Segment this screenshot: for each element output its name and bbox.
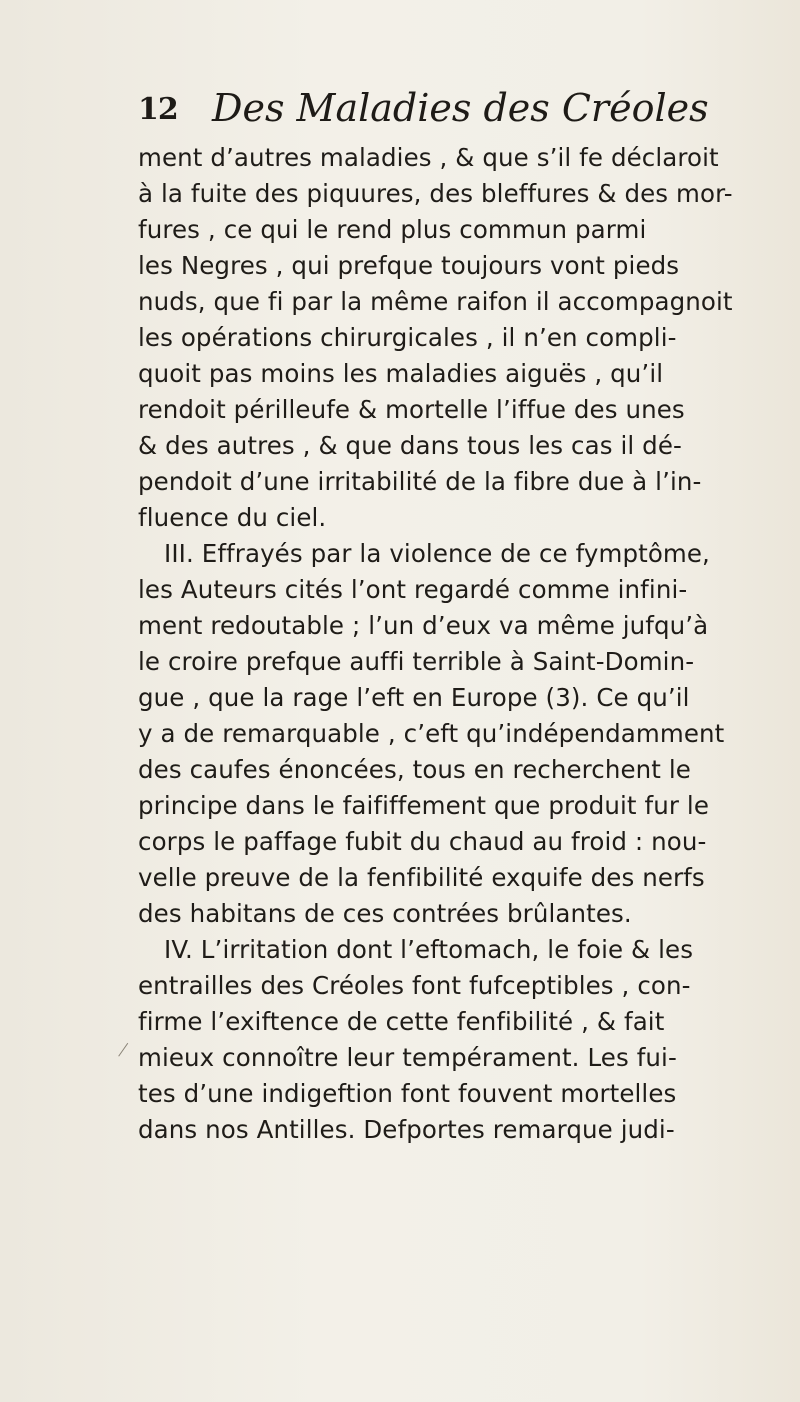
running-title: Des Maladies des Créoles [212,86,709,130]
text-line: le croire prefque auffi terrible à Saint-Domin- [138,647,695,676]
text-line: nuds, que fi par la même raifon il accompagnoit [138,287,733,316]
text-line: velle preuve de la fenfibilité exquife des nerfs [138,863,705,892]
text-line: mieux connoître leur tempérament. Les fui- [138,1043,677,1072]
text-line: dans nos Antilles. Defportes remarque judi- [138,1115,675,1144]
text-line: les Auteurs cités l’ont regardé comme infini- [138,575,688,604]
text-line: tes d’une indigeftion font fouvent mortelles [138,1079,677,1108]
paragraph-iii-first-line: III. Effrayés par la violence de ce fymptôme, [164,539,710,568]
text-line: rendoit périlleufe & mortelle l’iffue des unes [138,395,685,424]
text-line: à la fuite des piquures, des bleffures & des mor- [138,179,733,208]
page-body [138,140,798,1148]
text-line: quoit pas moins les maladies aiguës , qu’il [138,359,664,388]
text-line: pendoit d’une irritabilité de la fibre due à l’in- [138,467,702,496]
text-line: ment d’autres maladies , & que s’il fe déclaroit [138,143,719,172]
text-line: y a de remarquable , c’eft qu’indépendamment [138,719,725,748]
text-line: gue , que la rage l’eft en Europe (3). Ce qu’il [138,683,690,712]
text-line: des habitans de ces contrées brûlantes. [138,899,632,928]
text-line: & des autres , & que dans tous les cas il dé- [138,431,682,460]
text-line: les opérations chirurgicales , il n’en compli- [138,323,677,352]
text-line: entrailles des Créoles font fufceptibles , con- [138,971,691,1000]
text-line: fluence du ciel. [138,503,327,532]
page-number: 12 [138,92,178,127]
text-line: fures , ce qui le rend plus commun parmi [138,215,647,244]
text-line: firme l’exiftence de cette fenfibilité , & fait [138,1007,665,1036]
margin-mark [118,1043,135,1061]
text-line: des caufes énoncées, tous en recherchent le [138,755,691,784]
paragraph-iv-first-line: IV. L’irritation dont l’eftomach, le foie & les [164,935,694,964]
text-line: principe dans le faififfement que produit fur le [138,791,710,820]
running-head [138,86,738,136]
text-line: corps le paffage fubit du chaud au froid : nou- [138,827,707,856]
text-line: les Negres , qui prefque toujours vont pieds [138,251,680,280]
text-line: ment redoutable ; l’un d’eux va même jufqu’à [138,611,709,640]
